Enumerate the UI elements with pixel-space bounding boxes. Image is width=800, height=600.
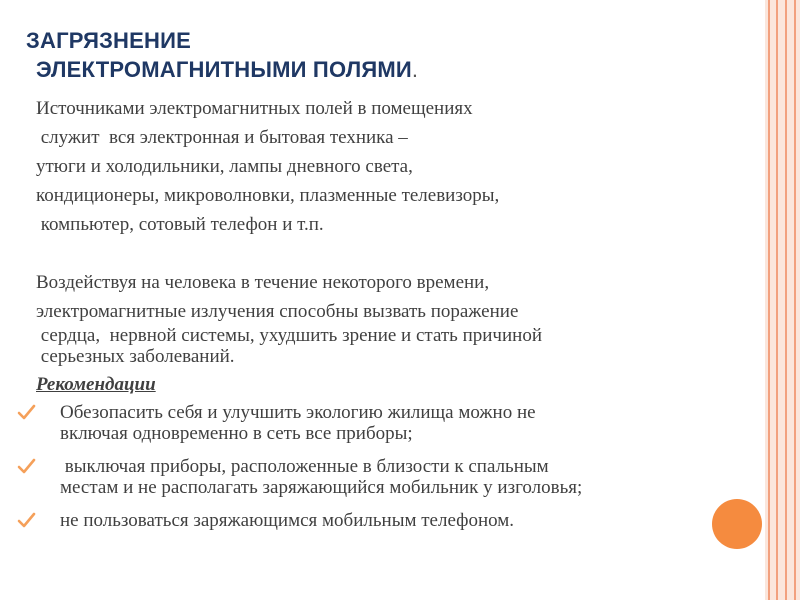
title-line-2-wrap xyxy=(26,55,418,84)
paragraph-effects xyxy=(36,268,756,368)
text-line: Воздействуя на человека в течение некоторого времени, xyxy=(36,272,490,293)
title-line-1: ЗАГРЯЗНЕНИЕ xyxy=(26,28,191,53)
slide-title xyxy=(26,26,418,84)
text-line: утюги и холодильники, лампы дневного света, xyxy=(36,156,413,177)
checkmark-icon xyxy=(16,456,38,476)
paragraph-sources xyxy=(36,94,756,239)
list-item-text: выключая приборы, расположенные в близости к спальным местам и не располагать заряжающийся мобильник у изголовья; xyxy=(60,456,583,498)
text-line: компьютер, сотовый телефон и т.п. xyxy=(36,214,324,235)
checkmark-icon xyxy=(16,510,38,530)
list-item-text: не пользоваться заряжающимся мобильным телефоном. xyxy=(60,510,515,531)
border-line xyxy=(785,0,787,600)
recommendations-heading: Рекомендации xyxy=(36,374,156,395)
text-line: кондиционеры, микроволновки, плазменные телевизоры, xyxy=(36,185,500,206)
checkmark-icon xyxy=(16,402,38,422)
list-item xyxy=(16,456,756,498)
list-item xyxy=(16,510,756,531)
list-item xyxy=(16,402,756,444)
decorative-border xyxy=(765,0,800,600)
title-line-2: ЭЛЕКТРОМАГНИТНЫМИ ПОЛЯМИ xyxy=(36,57,412,82)
border-line xyxy=(768,0,770,600)
border-line xyxy=(776,0,778,600)
text-line: служит вся электронная и бытовая техника – xyxy=(36,127,408,148)
text-line: электромагнитные излучения способны вызвать поражение xyxy=(36,301,519,322)
border-line xyxy=(794,0,796,600)
text-line: серьезных заболеваний. xyxy=(36,346,235,367)
text-line: Источниками электромагнитных полей в помещениях xyxy=(36,98,473,119)
recommendations-list xyxy=(16,402,756,531)
spacer xyxy=(36,239,756,268)
slide-body xyxy=(36,94,756,543)
title-dot: . xyxy=(411,57,419,82)
list-item-text: Обезопасить себя и улучшить экологию жилища можно не включая одновременно в сеть все приборы; xyxy=(60,402,536,444)
decorative-circle xyxy=(712,499,762,549)
text-line: сердца, нервной системы, ухудшить зрение и стать причиной xyxy=(36,325,542,346)
